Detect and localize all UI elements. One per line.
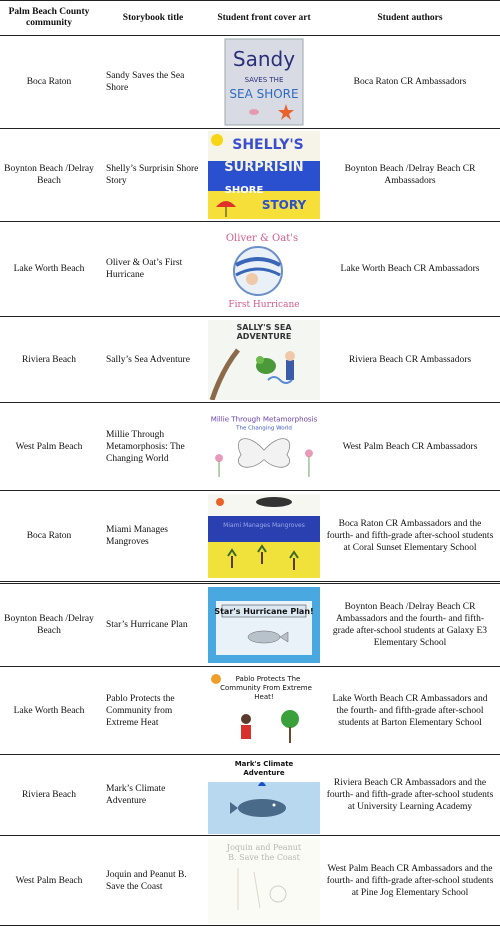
cell-cover-art: [208, 129, 320, 222]
cell-authors: Boca Raton CR Ambassadors: [320, 36, 500, 129]
cell-community: Boca Raton: [0, 491, 98, 583]
svg-text:First Hurricane: First Hurricane: [228, 300, 300, 310]
svg-text:SALLY'S SEA: SALLY'S SEA: [236, 322, 292, 332]
cell-title: Pablo Protects the Community from Extreme Heat: [98, 667, 208, 755]
svg-text:SHELLY'S: SHELLY'S: [232, 137, 304, 153]
cover-art-mark: [208, 756, 320, 834]
svg-text:Heat!: Heat!: [254, 692, 274, 701]
cell-cover-art: [208, 755, 320, 836]
cell-authors: West Palm Beach CR Ambassadors and the fourth- and fifth-grade after-school students at Pine Jog Elementary School: [320, 836, 500, 926]
cell-title: Shelly’s Surprisin Shore Story: [98, 129, 208, 222]
cell-title: Star’s Hurricane Plan: [98, 583, 208, 667]
svg-text:Community From Extreme: Community From Extreme: [220, 683, 312, 692]
cell-title: Oliver & Oat’s First Hurricane: [98, 222, 208, 317]
cell-cover-art: [208, 491, 320, 583]
svg-text:Oliver & Oat's: Oliver & Oat's: [225, 233, 299, 244]
cell-authors: West Palm Beach CR Ambassadors: [320, 403, 500, 491]
cell-authors: Riviera Beach CR Ambassadors and the fourth- and fifth-grade after-school students at University Learning Academy: [320, 755, 500, 836]
cell-title: Sally’s Sea Adventure: [98, 317, 208, 403]
cover-art-star: [208, 587, 320, 663]
cell-cover-art: [208, 667, 320, 755]
header-community: Palm Beach County community: [0, 1, 98, 36]
cell-cover-art: [208, 222, 320, 317]
cell-community: Boynton Beach /Delray Beach: [0, 583, 98, 667]
cell-authors: Boca Raton CR Ambassadors and the fourth- and fifth-grade after-school students at Coral Sunset Elementary School: [320, 491, 500, 583]
cell-cover-art: [208, 36, 320, 129]
cover-art-miami: [208, 494, 320, 578]
cell-cover-art: [208, 583, 320, 667]
table-row: [0, 836, 500, 926]
cell-title: Mark’s Climate Adventure: [98, 755, 208, 836]
svg-text:Adventure: Adventure: [243, 769, 285, 777]
cover-art-oliver: [208, 225, 320, 313]
table-row: [0, 491, 500, 583]
cell-authors: Lake Worth Beach CR Ambassadors: [320, 222, 500, 317]
cell-community: Riviera Beach: [0, 755, 98, 836]
header-authors: Student authors: [320, 1, 500, 36]
svg-text:The Changing World: The Changing World: [236, 425, 292, 432]
cell-authors: Boynton Beach /Delray Beach CR Ambassadors and the fourth- and fifth-grade after-school students at Galaxy E3 Elementary School: [320, 583, 500, 667]
table-row: [0, 317, 500, 403]
svg-text:Miami Manages Mangroves: Miami Manages Mangroves: [223, 522, 305, 529]
cell-cover-art: [208, 836, 320, 926]
svg-text:SAVES THE: SAVES THE: [244, 76, 284, 84]
cell-community: Boca Raton: [0, 36, 98, 129]
cover-art-millie: [208, 405, 320, 489]
cell-community: Lake Worth Beach: [0, 222, 98, 317]
table-row: [0, 129, 500, 222]
header-row: [0, 1, 500, 36]
cell-title: Millie Through Metamorphosis: The Changing World: [98, 403, 208, 491]
svg-text:Millie Through Metamorphosis: Millie Through Metamorphosis: [210, 414, 318, 424]
cell-community: Boynton Beach /Delray Beach: [0, 129, 98, 222]
svg-text:Star's Hurricane Plan!: Star's Hurricane Plan!: [214, 607, 314, 616]
table-row: [0, 583, 500, 667]
cell-community: West Palm Beach: [0, 836, 98, 926]
svg-text:STORY: STORY: [261, 198, 307, 212]
cell-authors: Lake Worth Beach CR Ambassadors and the fourth- and fifth-grade after-school students at Barton Elementary School: [320, 667, 500, 755]
cover-art-pablo: [208, 669, 320, 753]
cell-community: Lake Worth Beach: [0, 667, 98, 755]
header-art: Student front cover art: [208, 1, 320, 36]
table-row: [0, 222, 500, 317]
cell-community: West Palm Beach: [0, 403, 98, 491]
svg-text:Sandy: Sandy: [232, 47, 296, 71]
header-title: Storybook title: [98, 1, 208, 36]
cover-art-shelly: [208, 131, 320, 219]
cell-title: Joquin and Peanut B. Save the Coast: [98, 836, 208, 926]
table-row: [0, 667, 500, 755]
cell-cover-art: [208, 317, 320, 403]
svg-text:SURPRISIN: SURPRISIN: [224, 160, 304, 175]
cell-community: Riviera Beach: [0, 317, 98, 403]
svg-text:SHORE: SHORE: [224, 185, 264, 196]
svg-text:Joquin and Peanut: Joquin and Peanut: [226, 842, 302, 852]
table-row: [0, 755, 500, 836]
cell-title: Sandy Saves the Sea Shore: [98, 36, 208, 129]
svg-text:Pablo Protects The: Pablo Protects The: [235, 674, 301, 683]
svg-text:ADVENTURE: ADVENTURE: [236, 331, 292, 341]
cell-title: Miami Manages Mangroves: [98, 491, 208, 583]
svg-text:SEA SHORE: SEA SHORE: [229, 87, 299, 101]
cover-art-joquin: [208, 838, 320, 924]
cover-art-sandy: [208, 38, 320, 126]
cell-authors: Riviera Beach CR Ambassadors: [320, 317, 500, 403]
cell-authors: Boynton Beach /Delray Beach CR Ambassadors: [320, 129, 500, 222]
svg-text:Mark's Climate: Mark's Climate: [234, 760, 294, 768]
table-row: [0, 36, 500, 129]
svg-text:B. Save the Coast: B. Save the Coast: [228, 852, 300, 862]
cover-art-sally: [208, 320, 320, 400]
table-row: [0, 403, 500, 491]
cell-cover-art: [208, 403, 320, 491]
